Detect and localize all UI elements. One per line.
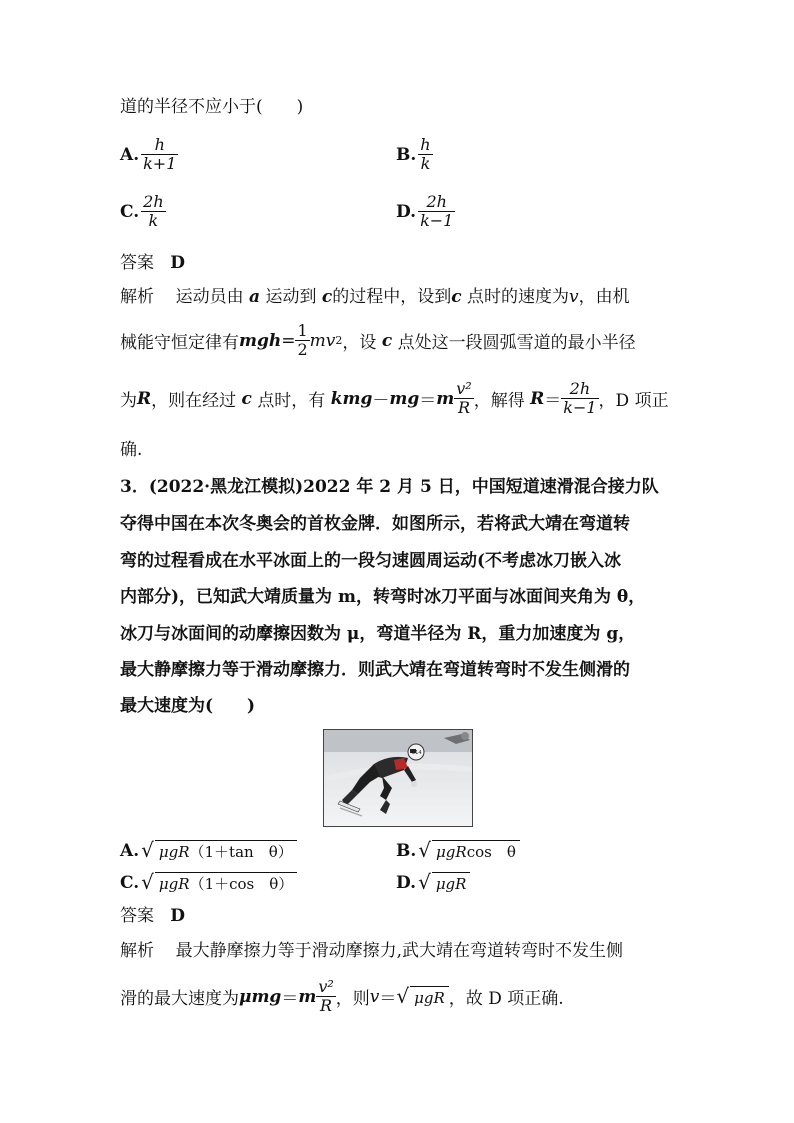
q2-analysis-line-2: 械能守恒定律有 mgh = $\frac{1}{2}$ mv 2 ，设 c 点处这一段圆弧雪道的最小半径: [120, 321, 636, 360]
q3-option-d: D. √ μgR: [396, 872, 470, 893]
fraction: $\frac{h}{k}$: [420, 135, 431, 174]
q2-answer: 答案 D: [120, 253, 185, 273]
q3-stem-line-1: 3．(2022·黑龙江模拟)2022 年 2 月 5 日，中国短道速滑混合接力队: [120, 477, 659, 497]
q2-option-d: D. $\frac{2h}{k-1}$: [396, 192, 454, 231]
fraction: $\frac{\text{v²}}{R}$: [456, 379, 472, 418]
q2-option-a: A. $\frac{h}{k+1}$: [120, 135, 177, 174]
q2-option-b: B. $\frac{h}{k}$: [396, 135, 431, 174]
q2-stem-tail: 道的半径不应小于( ): [120, 97, 304, 117]
q2-analysis-line-1: 解析 运动员由 a 运动到 c的过程中，设到c 点时的速度为v，由机: [120, 287, 630, 307]
q3-option-a: A. √ μgR（1＋tan θ）: [120, 840, 297, 861]
sqrt-expression: √ μgR（1＋cos θ）: [141, 872, 297, 893]
fraction: $\frac{2h}{k-1}$: [563, 379, 597, 418]
q3-analysis-line-1: 解析 最大静摩擦力等于滑动摩擦力,武大靖在弯道转弯时不发生侧: [120, 941, 624, 961]
q3-stem-line-7: 最大速度为( ): [120, 696, 256, 716]
q3-option-b: B. √ μgRcos θ: [396, 840, 520, 861]
q2-analysis-line-3: 为 R ，则在经过 c 点时，有 kmg － mg ＝ m $\frac{\text{v²}}{R}$ ，解得 R ＝ $\frac{2h}{k-1}$ ，D 项正: [120, 379, 669, 418]
q3-stem-line-4: 内部分)，已知武大靖质量为 m，转弯时冰刀平面与冰面间夹角为 θ，: [120, 587, 646, 607]
sqrt-expression: √ μgR（1＋tan θ）: [141, 840, 297, 861]
svg-text:214: 214: [412, 750, 422, 756]
fraction: $\frac{2h}{k}$: [143, 192, 164, 231]
q3-stem-line-2: 夺得中国在本次冬奥会的首枚金牌．如图所示，若将武大靖在弯道转: [120, 514, 630, 534]
fraction: $\frac{h}{k+1}$: [143, 135, 177, 174]
q3-analysis-line-2: 滑的最大速度为 μmg ＝ m $\frac{\text{v²}}{R}$ ，则 v ＝ √ μgR ，故 D 项正确.: [120, 977, 564, 1016]
q2-analysis-line-4: 确.: [120, 440, 143, 460]
q3-option-c: C. √ μgR（1＋cos θ）: [120, 872, 297, 893]
sqrt-expression: √ μgR: [396, 986, 448, 1007]
fraction: $\frac{\text{v²}}{R}$: [318, 977, 334, 1016]
q3-stem-line-6: 最大静摩擦力等于滑动摩擦力．则武大靖在弯道转弯时不发生侧滑的: [120, 660, 630, 680]
speed-skater-photo: [323, 729, 473, 827]
fraction: $\frac{1}{2}$: [297, 321, 308, 360]
fraction: $\frac{2h}{k-1}$: [420, 192, 454, 231]
sqrt-expression: √ μgRcos θ: [418, 840, 520, 861]
sqrt-expression: √ μgR: [418, 872, 470, 893]
q2-option-c: C. $\frac{2h}{k}$: [120, 192, 164, 231]
q3-stem-line-3: 弯的过程看成在水平冰面上的一段匀速圆周运动(不考虑冰刀嵌入冰: [120, 551, 622, 571]
q3-stem-line-5: 冰刀与冰面间的动摩擦因数为 μ，弯道半径为 R，重力加速度为 g，: [120, 624, 636, 644]
q3-answer: 答案 D: [120, 906, 185, 926]
